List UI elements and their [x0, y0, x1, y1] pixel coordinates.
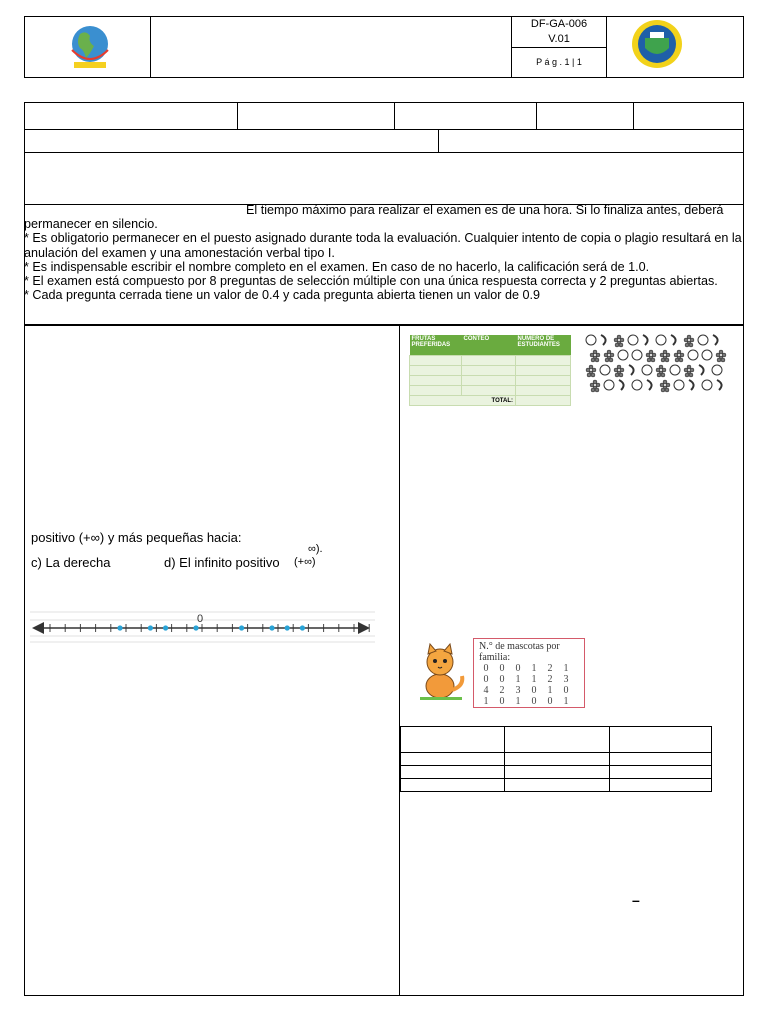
rule-1: El tiempo máximo para realizar el examen es de una hora. Si lo finaliza antes, deberá permanecer en silencio. [24, 203, 724, 232]
pets-cell: 2 [499, 685, 505, 696]
apple-icon [674, 380, 684, 390]
name-field[interactable] [237, 102, 238, 129]
option-c[interactable]: c) La derecha [31, 555, 111, 570]
grape-icon [590, 350, 600, 362]
pets-cell: 0 [531, 696, 537, 706]
pets-cell: 0 [499, 663, 505, 674]
apple-icon [604, 380, 614, 390]
banana-icon [713, 335, 718, 345]
rule-4: * El examen está compuesto por 8 preguntas de selección múltiple con una única respuesta correcta y 2 preguntas abiertas. [24, 274, 718, 289]
question-stem: positivo (+∞) y más pequeñas hacia: [31, 530, 242, 545]
grade-field[interactable] [394, 102, 395, 129]
banana-icon [601, 335, 606, 345]
point [300, 625, 305, 630]
grape-icon [656, 365, 666, 377]
total-label: TOTAL: [410, 396, 516, 406]
pets-cell: 1 [483, 696, 489, 706]
pets-grid [480, 662, 580, 706]
grape-icon [716, 350, 726, 362]
fruits-col-1: FRUTAS PREFERIDAS [410, 335, 462, 356]
apple-icon [618, 350, 628, 360]
pets-cell: 1 [515, 674, 521, 685]
apple-icon [632, 350, 642, 360]
fruits-col-3: NÚMERO DE ESTUDIANTES [516, 335, 571, 356]
pets-cell: 1 [547, 685, 553, 696]
grape-icon [674, 350, 684, 362]
pets-cell: 0 [531, 685, 537, 696]
rule-3: * Es indispensable escribir el nombre completo en el examen. En caso de no hacerlo, la calificación será de 1.0. [24, 259, 650, 274]
apple-icon [586, 335, 596, 345]
grape-icon [614, 335, 624, 347]
apple-icon [642, 365, 652, 375]
zero-label: 0 [197, 613, 204, 625]
fruit-pictogram [583, 330, 733, 398]
grape-icon [684, 335, 694, 347]
page-number: P á g . 1 | 1 [536, 57, 582, 67]
pets-cell: 1 [531, 674, 537, 685]
banana-icon [671, 335, 676, 345]
pets-cell: 0 [547, 696, 553, 706]
point [163, 625, 168, 630]
pets-cell: 2 [547, 663, 553, 674]
frequency-table [400, 726, 712, 792]
grape-icon [586, 365, 596, 377]
banana-icon [717, 380, 722, 390]
exam-rules [24, 203, 744, 302]
point [239, 625, 244, 630]
grape-icon [660, 380, 670, 392]
apple-icon [670, 365, 680, 375]
grape-icon [684, 365, 694, 377]
grape-icon [646, 350, 656, 362]
banana-icon [619, 380, 624, 390]
option-d[interactable]: d) El infinito positivo [164, 555, 280, 570]
apple-icon [698, 335, 708, 345]
doc-version: V.01 [548, 33, 570, 45]
school-shield-logo [630, 18, 684, 70]
pets-cell: 2 [547, 674, 553, 685]
fruits-col-2: CONTEO [462, 335, 516, 356]
pets-cell: 0 [499, 674, 505, 685]
doc-code: DF-GA-006 [530, 18, 588, 30]
point [193, 625, 198, 630]
pets-cell: 0 [563, 685, 569, 696]
banana-icon [643, 335, 648, 345]
pets-cell: 3 [515, 685, 521, 696]
option-d-symbol: (+∞) [294, 556, 316, 568]
pets-cell: 1 [563, 696, 569, 706]
pets-cell: 4 [483, 685, 489, 696]
apple-icon [702, 380, 712, 390]
score-field[interactable] [633, 102, 634, 129]
banana-icon [629, 365, 634, 375]
pets-title: N.° de mascotas por familia: [479, 641, 560, 663]
pets-cell: 0 [483, 674, 489, 685]
banana-icon [689, 380, 694, 390]
grape-icon [660, 350, 670, 362]
pets-cell: 3 [563, 674, 569, 685]
rule-2: * Es obligatorio permanecer en el puesto asignado durante toda la evaluación. Cualquier intento de copia o plagio resultará en la anulación del examen y una amonestación verbal tipo I. [24, 231, 742, 260]
point [269, 625, 274, 630]
grape-icon [614, 365, 624, 377]
apple-icon [688, 350, 698, 360]
world-map-logo [62, 22, 118, 72]
rule-5: * Cada pregunta cerrada tiene un valor de 0.4 y cada pregunta abierta tienen un valor de 0.9 [24, 288, 540, 303]
apple-icon [656, 335, 666, 345]
fruits-table [409, 335, 571, 406]
pets-cell: 1 [515, 696, 521, 706]
pets-cell: 0 [515, 663, 521, 674]
grape-icon [590, 380, 600, 392]
apple-icon [628, 335, 638, 345]
point [285, 625, 290, 630]
banana-icon [647, 380, 652, 390]
stray-dash: – [632, 892, 640, 908]
date-field[interactable] [536, 102, 537, 129]
point [117, 625, 122, 630]
point [148, 625, 153, 630]
pets-cell: 0 [499, 696, 505, 706]
banana-icon [699, 365, 704, 375]
apple-icon [702, 350, 712, 360]
cat-illustration [416, 642, 466, 700]
teacher-field[interactable] [438, 129, 439, 152]
apple-icon [600, 365, 610, 375]
pets-cell: 0 [483, 663, 489, 674]
number-line [30, 608, 375, 644]
column-divider [399, 325, 400, 996]
apple-icon [712, 365, 722, 375]
stray-text: ∞). [308, 543, 323, 555]
pets-cell: 1 [563, 663, 569, 674]
grape-icon [604, 350, 614, 362]
pets-cell: 1 [531, 663, 537, 674]
apple-icon [632, 380, 642, 390]
